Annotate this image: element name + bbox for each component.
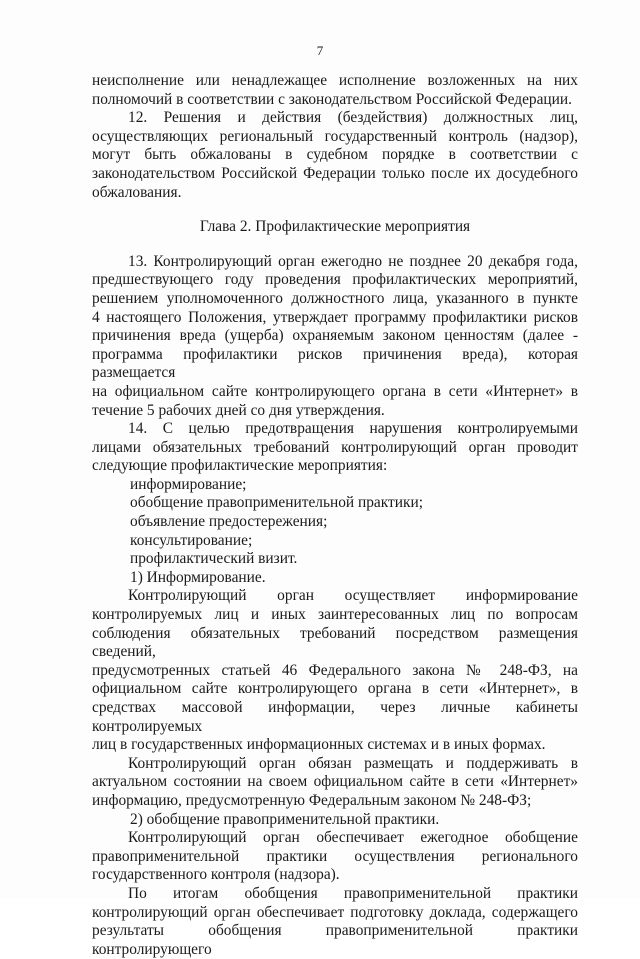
text-line: Контролирующий орган обеспечивает ежегодное обобщение [128,829,578,847]
list-item: объявление предостережения; [130,513,328,531]
text-line: По итогам обобщения правоприменительной практики [128,884,578,902]
text-line: информацию, предусмотренную Федеральным законом № 248-ФЗ; [92,791,532,809]
text-line: средствах массовой информации, через личные кабинеты контролируемых [92,699,578,735]
text-line: актуальном состоянии на своем официальном сайте в сети «Интернет» [92,773,578,791]
text-line: осуществляющих региональный государственный контроль (надзор), [92,127,578,145]
list-item: профилактический визит. [130,550,298,568]
text-line: предшествующего году проведения профилактических мероприятий, [92,271,578,289]
text-line: неисполнение или ненадлежащее исполнение возложенных на них [92,72,578,89]
text-line: полномочий в соответствии с законодательством Российской Федерации. [92,90,572,108]
text-line: контролирующий орган обеспечивает подготовку доклада, содержащего [92,903,578,921]
text-line: лицами обязательных требований контролирующий орган проводит [92,438,578,456]
list-item: консультирование; [130,531,253,549]
page-number: 7 [316,43,324,58]
text-line: официальном сайте контролирующего органа в сети «Интернет», в [92,680,578,698]
text-line: контролируемых лиц и иных заинтересованных лиц по вопросам [92,606,578,624]
text-line: могут быть обжалованы в судебном порядке в соответствии с [92,146,578,164]
text-line: программа профилактики рисков причинения вреда), которая размещается [92,345,578,382]
text-line: следующие профилактические мероприятия: [92,457,388,475]
list-item: обобщение правоприменительной практики; [130,494,423,512]
text-line: 13. Контролирующий орган ежегодно не позднее 20 декабря года, [128,252,578,270]
text-line: законодательством Российской Федерации только после их досудебного [92,164,578,182]
text-line: 12. Решения и действия (бездействия) должностных лиц, [128,109,578,127]
text-line: государственного контроля (надзора). [92,866,340,884]
text-line: причинения вреда (ущерба) охраняемым законом ценностям (далее - [92,327,578,345]
text-line: правоприменительной практики осуществления регионального [92,847,578,865]
text-line: соблюдения обязательных требований посредством размещения сведений, [92,624,578,661]
list-item: 1) Информирование. [130,568,266,586]
text-line: течение 5 рабочих дней со дня утверждения. [92,401,385,419]
text-line: обжалования. [92,183,182,201]
list-item: информирование; [130,475,247,493]
text-line: результаты обобщения правоприменительной практики контролирующего [92,922,578,958]
document-body [92,72,578,959]
text-line: Контролирующий орган обязан размещать и поддерживать в [128,754,578,772]
text-line: 4 настоящего Положения, утверждает программу профилактики рисков [92,308,578,326]
text-line: 14. С целью предотвращения нарушения контролируемыми [128,420,578,438]
text-line: решением уполномоченного должностного лица, указанного в пункте [92,289,578,307]
chapter-heading: Глава 2. Профилактические мероприятия [199,218,471,236]
text-line: на официальном сайте контролирующего органа в сети «Интернет» в [92,382,578,400]
list-item: 2) обобщение правоприменительной практики. [130,810,440,828]
text-line: Контролирующий орган осуществляет информирование [128,587,578,605]
text-line: лиц в государственных информационных системах и в иных формах. [92,736,546,754]
text-line: предусмотренных статьей 46 Федерального закона № 248-ФЗ, на [92,661,578,679]
